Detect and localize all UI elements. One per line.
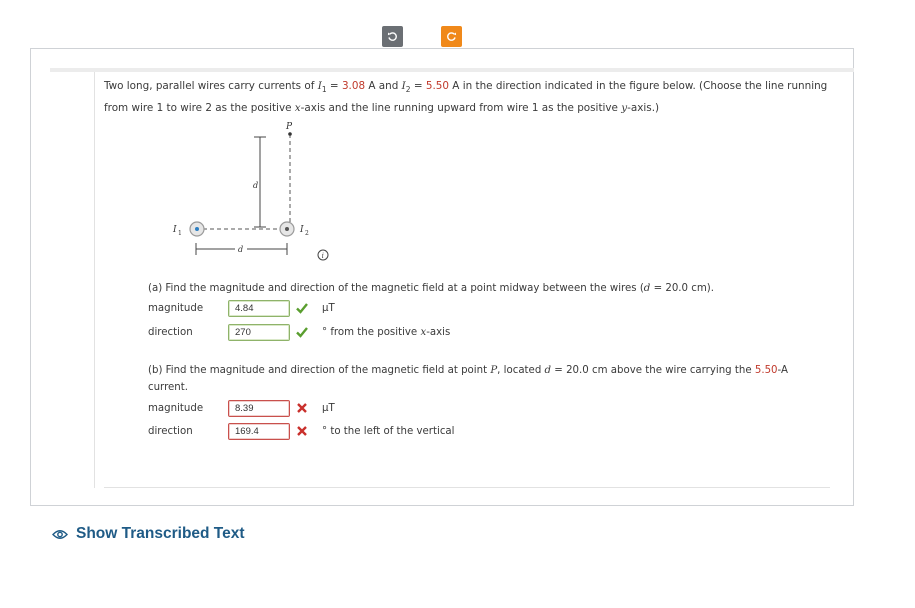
info-icon[interactable] (317, 249, 329, 261)
show-transcribed-text-link[interactable] (52, 525, 245, 543)
intro-text-4: -axis.) (627, 102, 660, 115)
part-a-text-1: (a) Find the magnitude and direction of the magnetic field at a point midway between the wires ( (148, 283, 644, 294)
part-b-p-var: P (490, 365, 498, 376)
part-a-direction-input[interactable]: 270 (228, 324, 290, 341)
part-a-dir-unit-x: x (420, 327, 427, 338)
problem-statement (104, 77, 829, 118)
part-a-direction-unit (322, 327, 450, 338)
svg-text:i: i (321, 252, 324, 260)
point-p (288, 132, 292, 136)
part-b-question (148, 362, 823, 396)
part-a-d-var: d (643, 283, 651, 294)
rotate-right-icon (446, 31, 457, 42)
content-bottom-border (104, 487, 830, 488)
part-a-magnitude-label: magnitude (148, 303, 204, 314)
eye-icon (52, 529, 68, 540)
wire-1-sub: 1 (178, 230, 182, 237)
part-a-text-2: = 20.0 cm). (650, 283, 714, 294)
content-left-border (94, 72, 95, 488)
x-axis-var: x (294, 102, 301, 115)
part-a-dir-unit-pre: ° from the positive (322, 327, 421, 338)
part-b-magnitude-unit: µT (322, 403, 335, 414)
part-b-text-1: (b) Find the magnitude and direction of the magnetic field at point (148, 365, 491, 376)
undo-button[interactable] (382, 26, 403, 47)
wire-1-label: I (173, 225, 177, 235)
wire-1-dot (195, 227, 199, 231)
i1-subscript: 1 (321, 85, 327, 95)
part-a-dir-unit-post: -axis (426, 327, 451, 338)
part-b-d-var: d (544, 365, 552, 376)
part-b-direction-input[interactable]: 169.4 (228, 423, 290, 440)
wire-2-sub: 2 (305, 230, 309, 237)
part-b-text-4: -A current. (148, 365, 788, 393)
i1-value: 3.08 (341, 80, 366, 92)
y-axis-var: y (621, 102, 628, 115)
i1-symbol: I (317, 80, 322, 92)
part-a-magnitude-input[interactable]: 4.84 (228, 300, 290, 317)
part-a-direction-label: direction (148, 327, 193, 338)
intro-text-1: Two long, parallel wires carry currents of (104, 80, 318, 92)
question-header-bar (50, 68, 854, 72)
part-b-magnitude-label: magnitude (148, 403, 204, 414)
rotate-left-icon (387, 31, 398, 42)
equals-sign-2: = (410, 80, 426, 92)
part-b-text-2: , located (497, 365, 545, 376)
part-b-direction-unit: ° to the left of the vertical (322, 426, 455, 437)
cross-icon (295, 401, 309, 415)
check-icon (295, 325, 309, 339)
amp-and-text: A and (365, 80, 402, 92)
part-b-direction-label: direction (148, 426, 193, 437)
point-p-label: P (286, 122, 293, 132)
i2-value: 5.50 (425, 80, 449, 92)
i2-symbol: I (401, 80, 406, 92)
cross-icon (295, 424, 309, 438)
part-a-question (148, 280, 828, 297)
d-vertical-label: d (253, 181, 259, 190)
part-b-current-value: 5.50 (754, 365, 778, 376)
check-icon (295, 301, 309, 315)
wire-2-dot (285, 227, 289, 231)
d-horizontal-label: d (238, 245, 244, 254)
part-b-magnitude-input[interactable]: 8.39 (228, 400, 290, 417)
part-a-magnitude-unit: µT (322, 303, 335, 314)
wires-figure (165, 118, 325, 268)
intro-text-3: -axis and the line running upward from wire 1 as the positive (300, 102, 622, 115)
equals-sign-1: = (326, 80, 342, 92)
show-transcribed-label: Show Transcribed Text (76, 525, 245, 542)
redo-button[interactable] (441, 26, 462, 47)
wire-2-label: I (300, 225, 304, 235)
intro-text-2: A in the direction indicated in the figure below. (Choose the line running from wire 1 to wire 2 as the positive (104, 80, 828, 115)
part-b-text-3: = 20.0 cm above the wire carrying the (551, 365, 755, 376)
i2-subscript: 2 (405, 85, 411, 95)
